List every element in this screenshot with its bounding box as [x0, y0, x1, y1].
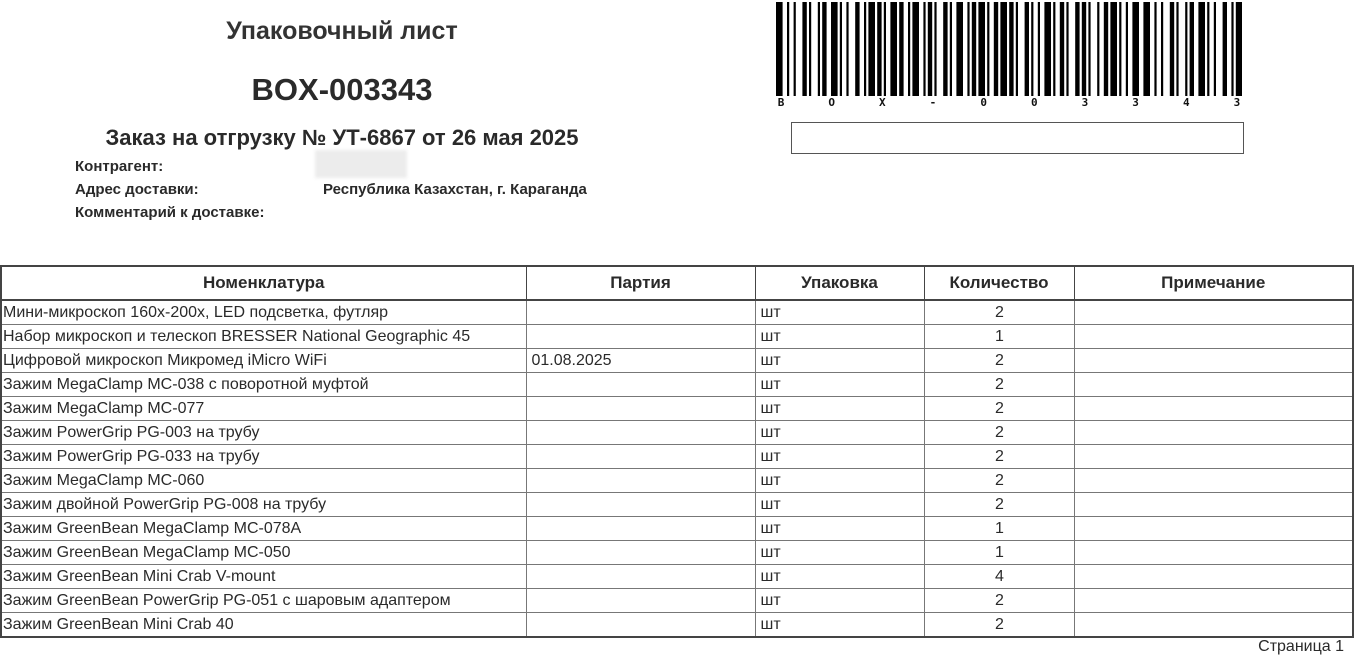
cell-nomenclature: Набор микроскоп и телескоп BRESSER National Geographic 45 — [1, 325, 526, 349]
cell-package: шт — [755, 493, 924, 517]
table-row — [1, 325, 1353, 349]
cell-nomenclature: Зажим GreenBean MegaClamp MC-050 — [1, 541, 526, 565]
table-row — [1, 565, 1353, 589]
barcode-bar — [1143, 2, 1150, 96]
cell-quantity: 2 — [924, 445, 1074, 469]
table-row — [1, 469, 1353, 493]
table-header-row — [1, 266, 1353, 300]
cell-quantity: 2 — [924, 373, 1074, 397]
barcode-bar — [802, 2, 806, 96]
barcode-bar — [868, 2, 875, 96]
cell-package: шт — [755, 541, 924, 565]
barcode-char: 3 — [1081, 96, 1089, 109]
header-nomenclature: Номенклатура — [1, 266, 526, 300]
cell-batch — [526, 397, 755, 421]
cell-package: шт — [755, 517, 924, 541]
cell-batch — [526, 613, 755, 638]
cell-note — [1074, 397, 1353, 421]
barcode-char: - — [929, 96, 937, 109]
cell-batch — [526, 325, 755, 349]
barcode-bar — [776, 2, 783, 96]
barcode-bar — [809, 2, 811, 96]
comment-label: Комментарий к доставке: — [75, 204, 265, 221]
cell-note — [1074, 325, 1353, 349]
table-row — [1, 589, 1353, 613]
barcode-bar — [1223, 2, 1227, 96]
cell-batch — [526, 493, 755, 517]
barcode-bar — [787, 2, 789, 96]
barcode-bar — [1097, 2, 1099, 96]
table-row — [1, 300, 1353, 325]
cell-note — [1074, 493, 1353, 517]
barcode-bar — [956, 2, 963, 96]
cell-package: шт — [755, 589, 924, 613]
barcode-char: 0 — [980, 96, 987, 109]
cell-package: шт — [755, 325, 924, 349]
cell-nomenclature: Зажим MegaClamp MC-077 — [1, 397, 526, 421]
cell-nomenclature: Зажим PowerGrip PG-033 на трубу — [1, 445, 526, 469]
header-package: Упаковка — [755, 266, 924, 300]
barcode-bar — [1075, 2, 1079, 96]
barcode-bar — [972, 2, 976, 96]
header-batch: Партия — [526, 266, 755, 300]
barcode-bar — [846, 2, 848, 96]
barcode-bar — [928, 2, 932, 96]
barcode-char: O — [828, 96, 835, 109]
barcode-bar — [1198, 2, 1205, 96]
cell-quantity: 1 — [924, 517, 1074, 541]
barcode-char: X — [879, 96, 886, 109]
cell-note — [1074, 349, 1353, 373]
cell-quantity: 1 — [924, 325, 1074, 349]
cell-batch — [526, 421, 755, 445]
barcode-bar — [1214, 2, 1216, 96]
barcode-bar — [877, 2, 881, 96]
barcode-bar — [1053, 2, 1055, 96]
table-row — [1, 349, 1353, 373]
barcode-bar — [1207, 2, 1209, 96]
barcode-bar — [912, 2, 919, 96]
cell-nomenclature: Зажим GreenBean PowerGrip PG-051 с шаровым адаптером — [1, 589, 526, 613]
barcode-bar — [1185, 2, 1187, 96]
cell-nomenclature: Зажим MegaClamp MC-038 с поворотной муфтой — [1, 373, 526, 397]
cell-note — [1074, 565, 1353, 589]
cell-batch — [526, 373, 755, 397]
barcode-bar — [1176, 2, 1178, 96]
barcode-bar — [890, 2, 897, 96]
cell-package: шт — [755, 445, 924, 469]
barcode-bar — [1126, 2, 1128, 96]
cell-package: шт — [755, 300, 924, 325]
cell-package: шт — [755, 469, 924, 493]
barcode-bar — [1161, 2, 1163, 96]
barcode-bar — [899, 2, 903, 96]
header-note: Примечание — [1074, 266, 1353, 300]
cell-quantity: 1 — [924, 541, 1074, 565]
cell-quantity: 2 — [924, 613, 1074, 638]
barcode-bar — [1038, 2, 1040, 96]
barcode-bar — [967, 2, 969, 96]
table-row — [1, 397, 1353, 421]
barcode-bar — [831, 2, 838, 96]
table-row — [1, 493, 1353, 517]
barcode-bar — [1119, 2, 1121, 96]
cell-batch — [526, 541, 755, 565]
cell-note — [1074, 613, 1353, 638]
barcode-char: 4 — [1182, 96, 1190, 109]
cell-nomenclature: Мини-микроскоп 160x-200x, LED подсветка, футляр — [1, 300, 526, 325]
cell-note — [1074, 445, 1353, 469]
barcode-bar — [994, 2, 998, 96]
counterparty-label: Контрагент: — [75, 158, 164, 175]
cell-nomenclature: Зажим GreenBean Mini Crab 40 — [1, 613, 526, 638]
cell-package: шт — [755, 565, 924, 589]
barcode-bar — [978, 2, 985, 96]
cell-package: шт — [755, 397, 924, 421]
cell-package: шт — [755, 373, 924, 397]
barcode-bar — [840, 2, 842, 96]
barcode-char: 3 — [1233, 96, 1241, 109]
page-number: Страница 1 — [1258, 638, 1344, 655]
empty-field-box — [791, 122, 1244, 154]
cell-note — [1074, 421, 1353, 445]
cell-batch — [526, 445, 755, 469]
goods-table — [0, 265, 1354, 638]
barcode-bar — [1236, 2, 1242, 96]
barcode-bar — [1231, 2, 1233, 96]
barcode-bar — [1066, 2, 1068, 96]
barcode-bar — [864, 2, 866, 96]
barcode-bar — [950, 2, 952, 96]
cell-note — [1074, 517, 1353, 541]
barcode-bar — [1104, 2, 1108, 96]
header-quantity: Количество — [924, 266, 1074, 300]
barcode-text — [776, 96, 1242, 109]
cell-batch — [526, 565, 755, 589]
cell-quantity: 2 — [924, 397, 1074, 421]
cell-nomenclature: Зажим GreenBean MegaClamp MC-078A — [1, 517, 526, 541]
cell-batch — [526, 469, 755, 493]
barcode-bar — [822, 2, 826, 96]
cell-quantity: 2 — [924, 421, 1074, 445]
barcode-bar — [1082, 2, 1086, 96]
barcode-bar — [818, 2, 820, 96]
cell-nomenclature: Зажим GreenBean Mini Crab V-mount — [1, 565, 526, 589]
address-value: Республика Казахстан, г. Караганда — [323, 181, 587, 198]
cell-note — [1074, 469, 1353, 493]
barcode-bar — [987, 2, 989, 96]
barcode-bar — [908, 2, 910, 96]
barcode-bar — [1000, 2, 1007, 96]
cell-batch — [526, 300, 755, 325]
cell-quantity: 2 — [924, 589, 1074, 613]
barcode-image — [776, 2, 1242, 110]
cell-batch: 01.08.2025 — [526, 349, 755, 373]
barcode-bar — [934, 2, 936, 96]
cell-package: шт — [755, 421, 924, 445]
barcode-bar — [884, 2, 886, 96]
cell-quantity: 2 — [924, 300, 1074, 325]
cell-package: шт — [755, 349, 924, 373]
document-title: Упаковочный лист — [226, 17, 458, 45]
barcode-bar — [1031, 2, 1033, 96]
barcode-char: 0 — [1030, 96, 1038, 109]
barcode-bar — [855, 2, 859, 96]
barcode-bar — [1154, 2, 1156, 96]
cell-batch — [526, 517, 755, 541]
barcode-bar — [1088, 2, 1090, 96]
barcode-bar — [1110, 2, 1117, 96]
cell-nomenclature: Зажим PowerGrip PG-003 на трубу — [1, 421, 526, 445]
cell-note — [1074, 373, 1353, 397]
table-row — [1, 373, 1353, 397]
barcode-bar — [943, 2, 947, 96]
barcode-bar — [1016, 2, 1018, 96]
table-row — [1, 541, 1353, 565]
table-row — [1, 613, 1353, 638]
barcode-bar — [1190, 2, 1194, 96]
box-number: BOX-003343 — [251, 72, 433, 107]
cell-nomenclature: Зажим двойной PowerGrip PG-008 на трубу — [1, 493, 526, 517]
cell-package: шт — [755, 613, 924, 638]
cell-quantity: 2 — [924, 493, 1074, 517]
cell-note — [1074, 541, 1353, 565]
cell-nomenclature: Зажим MegaClamp MC-060 — [1, 469, 526, 493]
cell-note — [1074, 300, 1353, 325]
barcode-bar — [1009, 2, 1013, 96]
barcode-bar — [1132, 2, 1139, 96]
barcode-char: 3 — [1132, 96, 1139, 109]
barcode-bar — [923, 2, 925, 96]
table-row — [1, 445, 1353, 469]
barcode-bar — [1060, 2, 1064, 96]
barcode-bar — [794, 2, 796, 96]
table-row — [1, 421, 1353, 445]
barcode-bar — [1025, 2, 1029, 96]
barcode-bar — [1170, 2, 1174, 96]
order-line: Заказ на отгрузку № УТ-6867 от 26 мая 2025 — [105, 125, 579, 150]
cell-note — [1074, 589, 1353, 613]
address-label: Адрес доставки: — [75, 181, 199, 198]
cell-batch — [526, 589, 755, 613]
cell-quantity: 4 — [924, 565, 1074, 589]
cell-quantity: 2 — [924, 349, 1074, 373]
counterparty-redacted — [315, 150, 407, 178]
cell-nomenclature: Цифровой микроскоп Микромед iMicro WiFi — [1, 349, 526, 373]
cell-quantity: 2 — [924, 469, 1074, 493]
barcode-bar — [1044, 2, 1051, 96]
table-row — [1, 517, 1353, 541]
barcode-char: B — [777, 96, 785, 109]
